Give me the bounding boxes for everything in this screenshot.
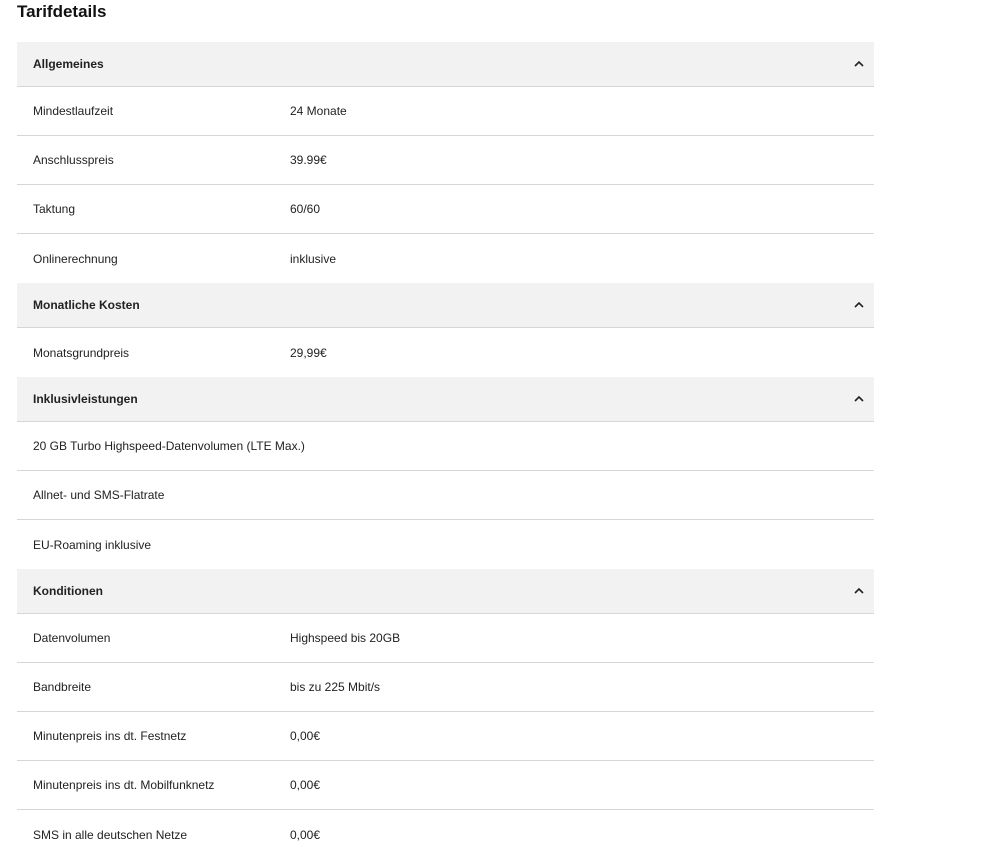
row-value: 0,00€: [290, 729, 321, 743]
row-value: Highspeed bis 20GB: [290, 631, 401, 645]
table-row: [17, 328, 874, 377]
section-title: Inklusivleistungen: [33, 392, 138, 406]
row-label: Datenvolumen: [33, 631, 111, 645]
table-row: [17, 761, 874, 810]
table-row: [17, 87, 874, 136]
row-label: 20 GB Turbo Highspeed-Datenvolumen (LTE Max.): [33, 439, 305, 453]
row-label: Mindestlaufzeit: [33, 104, 114, 118]
table-row: [17, 422, 874, 471]
row-label: Bandbreite: [33, 680, 92, 694]
chevron-up-icon[interactable]: [851, 56, 867, 72]
row-label: Taktung: [33, 202, 76, 216]
row-label: Allnet- und SMS-Flatrate: [33, 488, 165, 502]
table-row: [17, 185, 874, 234]
row-label: Monatsgrundpreis: [33, 345, 130, 360]
row-label: Onlinerechnung: [33, 251, 118, 266]
row-value: 39.99€: [290, 153, 327, 167]
chevron-up-icon[interactable]: [851, 391, 867, 407]
table-row: [17, 712, 874, 761]
section-title: Allgemeines: [33, 57, 104, 71]
row-value: inklusive: [290, 251, 337, 266]
table-row: [17, 614, 874, 663]
section-title: Monatliche Kosten: [33, 298, 140, 312]
row-value: 24 Monate: [290, 104, 347, 118]
row-value: 29,99€: [290, 345, 327, 360]
table-row: [17, 663, 874, 712]
section-header-konditionen[interactable]: [17, 569, 874, 614]
row-label: Minutenpreis ins dt. Festnetz: [33, 729, 187, 743]
row-value: bis zu 225 Mbit/s: [290, 680, 381, 694]
section-header-allgemeines[interactable]: [17, 42, 874, 87]
section-header-inklusivleistungen[interactable]: [17, 377, 874, 422]
row-value: 0,00€: [290, 827, 321, 842]
row-label: SMS in alle deutschen Netze: [33, 827, 188, 842]
table-row: [17, 810, 874, 859]
chevron-up-icon[interactable]: [851, 297, 867, 313]
table-row: [17, 471, 874, 520]
row-label: Minutenpreis ins dt. Mobilfunknetz: [33, 778, 215, 792]
chevron-up-icon[interactable]: [851, 583, 867, 599]
row-label: EU-Roaming inklusive: [33, 537, 152, 552]
section-title: Konditionen: [33, 584, 103, 598]
row-label: Anschlusspreis: [33, 153, 114, 167]
row-value: 60/60: [290, 202, 321, 216]
section-header-monatliche-kosten[interactable]: [17, 283, 874, 328]
tariff-details-table: [17, 42, 874, 859]
table-row: [17, 520, 874, 569]
row-value: 0,00€: [290, 778, 321, 792]
page-title: Tarifdetails: [17, 2, 107, 21]
table-row: [17, 234, 874, 283]
table-row: [17, 136, 874, 185]
